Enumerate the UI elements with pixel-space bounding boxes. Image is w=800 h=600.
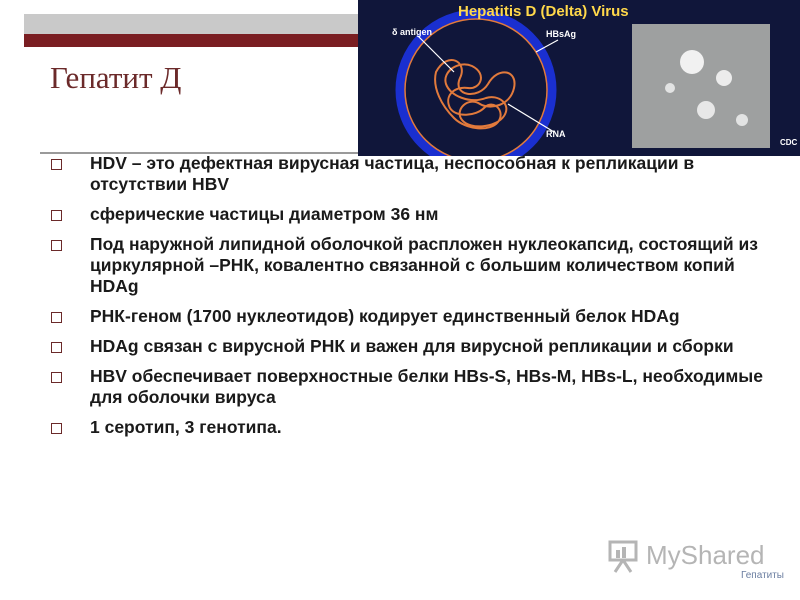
header-accent-bar xyxy=(24,34,360,47)
bullet-text: HDAg связан с вирусной РНК и важен для вирусной репликации и сборки xyxy=(90,336,734,356)
delta-antigen-pointer xyxy=(418,36,454,72)
square-bullet-icon xyxy=(51,342,62,353)
figure-credit: CDC xyxy=(780,138,798,147)
square-bullet-icon xyxy=(51,159,62,170)
hbsag-label: HBsAg xyxy=(546,29,577,39)
footer-label: Гепатиты xyxy=(741,570,784,581)
presentation-board-icon xyxy=(606,538,642,574)
rna-label: RNA xyxy=(546,129,566,139)
square-bullet-icon xyxy=(51,372,62,383)
bullet-item xyxy=(46,153,776,195)
electron-micrograph xyxy=(632,24,770,148)
square-bullet-icon xyxy=(51,240,62,251)
rna-strand xyxy=(435,60,514,128)
bullet-text: HDV – это дефектная вирусная частица, неспособная к репликации в отсутствии HBV xyxy=(90,153,695,194)
slide-title: Гепатит Д xyxy=(50,60,182,95)
virus-diagram xyxy=(358,0,800,156)
bullet-item xyxy=(46,204,776,225)
figure-title: Hepatitis D (Delta) Virus xyxy=(458,3,629,20)
square-bullet-icon xyxy=(51,210,62,221)
square-bullet-icon xyxy=(51,312,62,323)
bullet-item xyxy=(46,336,776,357)
bullet-item xyxy=(46,306,776,327)
bullet-text: сферические частицы диаметром 36 нм xyxy=(90,204,439,224)
bullet-text: РНК-геном (1700 нуклеотидов) кодирует единственный белок HDAg xyxy=(90,306,680,326)
square-bullet-icon xyxy=(51,423,62,434)
bullet-item xyxy=(46,417,776,438)
bullet-text: 1 серотип, 3 генотипа. xyxy=(90,417,282,437)
bullet-text: HBV обеспечивает поверхностные белки HBs-S, HBs-M, HBs-L, необходимые для оболочки вируса xyxy=(90,366,763,407)
header-gray-bar xyxy=(24,14,360,34)
delta-antigen-label: δ antigen xyxy=(392,27,432,37)
bullet-list xyxy=(46,153,776,447)
watermark-text: MyShared xyxy=(646,540,765,570)
bullet-text: Под наружной липидной оболочкой распложен нуклеокапсид, состоящий из циркулярной –РНК, ковалентно связанной с большим количеством копий HDAg xyxy=(90,234,758,296)
bullet-item xyxy=(46,234,776,297)
bullet-item xyxy=(46,366,776,408)
